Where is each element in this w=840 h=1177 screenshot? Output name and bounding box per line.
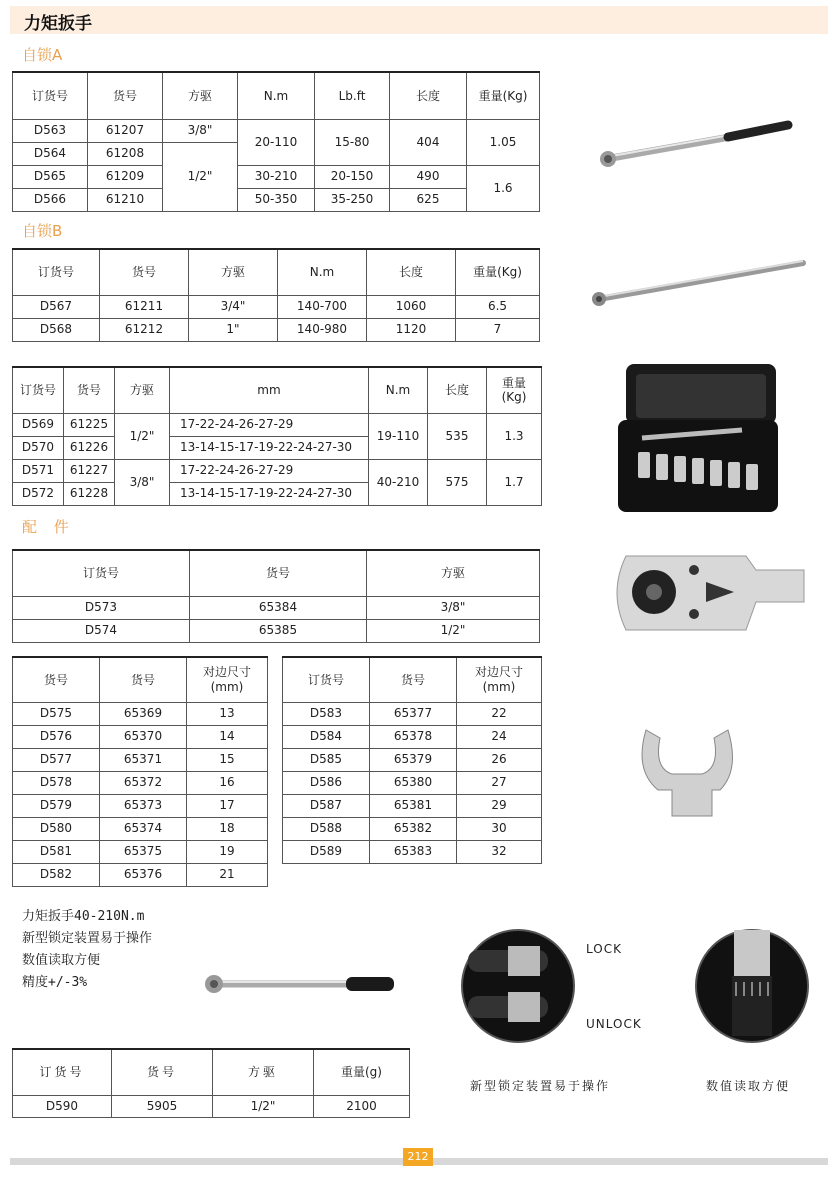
section-a-heading: 自锁A bbox=[22, 46, 63, 64]
header-cell: 重量(Kg) bbox=[467, 72, 540, 119]
cell: 14 bbox=[187, 725, 268, 748]
table-row bbox=[13, 596, 540, 619]
table-f bbox=[282, 656, 542, 864]
cell: 61228 bbox=[64, 482, 115, 505]
cell: D565 bbox=[13, 165, 88, 188]
cell: 30-210 bbox=[238, 165, 315, 188]
header-cell: mm bbox=[170, 367, 369, 413]
table-row bbox=[13, 188, 540, 211]
cell: 30 bbox=[457, 817, 542, 840]
cell: 61207 bbox=[88, 119, 163, 142]
header-cell: 货号 bbox=[13, 657, 100, 702]
cell: 3/8" bbox=[163, 119, 238, 142]
cell: 61211 bbox=[100, 295, 189, 318]
table-row bbox=[13, 459, 542, 482]
table-b bbox=[12, 248, 540, 342]
cell: 1120 bbox=[367, 318, 456, 341]
header-cell: 订货号 bbox=[13, 72, 88, 119]
header-cell: 方驱 bbox=[367, 550, 540, 596]
note-line: 数值读取方便 bbox=[22, 953, 101, 968]
header-line: (mm) bbox=[210, 679, 244, 694]
cell: 1060 bbox=[367, 295, 456, 318]
cell: 65377 bbox=[370, 702, 457, 725]
cell: 17-22-24-26-27-29 bbox=[170, 459, 369, 482]
cell: 1.05 bbox=[467, 119, 540, 165]
tool-case-image bbox=[612, 360, 782, 518]
cell: 6.5 bbox=[456, 295, 540, 318]
cell: 65380 bbox=[370, 771, 457, 794]
cell: 16 bbox=[187, 771, 268, 794]
cell: 19 bbox=[187, 840, 268, 863]
title-bar bbox=[10, 6, 828, 34]
cell: 140-700 bbox=[278, 295, 367, 318]
note-line: 新型锁定装置易于操作 bbox=[22, 931, 153, 946]
ratchet-head-image bbox=[606, 540, 812, 646]
cell: 19-110 bbox=[369, 413, 428, 459]
header-cell: 长度 bbox=[428, 367, 487, 413]
cell: 65374 bbox=[100, 817, 187, 840]
cell: 1/2" bbox=[367, 619, 540, 642]
cell: 61209 bbox=[88, 165, 163, 188]
table-d bbox=[12, 549, 540, 643]
cell: 13-14-15-17-19-22-24-27-30 bbox=[170, 436, 369, 459]
cell: 61225 bbox=[64, 413, 115, 436]
readout-caption: 数值读取方便 bbox=[706, 1079, 791, 1093]
cell: D577 bbox=[13, 748, 100, 771]
header-cell: 方驱 bbox=[213, 1049, 314, 1095]
cell: 65376 bbox=[100, 863, 187, 886]
header-line: 对边尺寸 bbox=[202, 665, 251, 680]
table-row bbox=[283, 794, 542, 817]
table-row bbox=[13, 119, 540, 142]
cell: 27 bbox=[457, 771, 542, 794]
cell: D581 bbox=[13, 840, 100, 863]
cell: D569 bbox=[13, 413, 64, 436]
table-e bbox=[12, 656, 268, 887]
header-cell: 货号 bbox=[64, 367, 115, 413]
cell: 1/2" bbox=[213, 1095, 314, 1117]
cell: 3/8" bbox=[115, 459, 170, 505]
cell: 65375 bbox=[100, 840, 187, 863]
cell: 65385 bbox=[190, 619, 367, 642]
header-cell: Lb.ft bbox=[315, 72, 390, 119]
table-row bbox=[283, 771, 542, 794]
header-cell: N.m bbox=[278, 249, 367, 295]
table-row bbox=[283, 702, 542, 725]
accessories-heading: 配 件 bbox=[22, 518, 75, 536]
table-row bbox=[13, 413, 542, 436]
cell: 2100 bbox=[314, 1095, 410, 1117]
cell: 15-80 bbox=[315, 119, 390, 165]
cell: D566 bbox=[13, 188, 88, 211]
cell: D588 bbox=[283, 817, 370, 840]
header-cell: 订货号 bbox=[13, 249, 100, 295]
cell: 26 bbox=[457, 748, 542, 771]
cell: D570 bbox=[13, 436, 64, 459]
header-cell bbox=[457, 657, 542, 702]
cell: 7 bbox=[456, 318, 540, 341]
cell: 65381 bbox=[370, 794, 457, 817]
cell: 22 bbox=[457, 702, 542, 725]
table-row bbox=[13, 295, 540, 318]
table-row bbox=[283, 817, 542, 840]
cell: 65384 bbox=[190, 596, 367, 619]
cell: 1/2" bbox=[163, 142, 238, 211]
cell: D563 bbox=[13, 119, 88, 142]
header-cell: 方驱 bbox=[115, 367, 170, 413]
cell: 29 bbox=[457, 794, 542, 817]
table-row bbox=[13, 771, 268, 794]
cell: D574 bbox=[13, 619, 190, 642]
header-cell: 货号 bbox=[100, 657, 187, 702]
cell: 61226 bbox=[64, 436, 115, 459]
cell: 61212 bbox=[100, 318, 189, 341]
header-line: (Kg) bbox=[501, 390, 527, 405]
unlock-label: UNLOCK bbox=[586, 1017, 642, 1031]
cell: D567 bbox=[13, 295, 100, 318]
cell: 18 bbox=[187, 817, 268, 840]
cell: 32 bbox=[457, 840, 542, 863]
cell: 490 bbox=[390, 165, 467, 188]
header-line: (mm) bbox=[482, 679, 516, 694]
cell: D573 bbox=[13, 596, 190, 619]
table-row bbox=[283, 725, 542, 748]
small-torque-wrench-image bbox=[200, 966, 400, 1002]
table-row bbox=[13, 794, 268, 817]
cell: 65371 bbox=[100, 748, 187, 771]
header-cell: 方驱 bbox=[189, 249, 278, 295]
table-row bbox=[13, 1095, 410, 1117]
cell: 140-980 bbox=[278, 318, 367, 341]
table-row bbox=[13, 817, 268, 840]
lock-caption: 新型锁定装置易于操作 bbox=[470, 1079, 611, 1093]
cell: D580 bbox=[13, 817, 100, 840]
header-cell: 订货号 bbox=[283, 657, 370, 702]
table-row bbox=[13, 318, 540, 341]
cell: 65370 bbox=[100, 725, 187, 748]
cell: 1" bbox=[189, 318, 278, 341]
cell: D589 bbox=[283, 840, 370, 863]
header-cell: 重量(Kg) bbox=[456, 249, 540, 295]
cell: D564 bbox=[13, 142, 88, 165]
cell: 65373 bbox=[100, 794, 187, 817]
cell: 65369 bbox=[100, 702, 187, 725]
header-cell: 订货号 bbox=[13, 367, 64, 413]
header-cell: 货号 bbox=[112, 1049, 213, 1095]
header-line: 对边尺寸 bbox=[474, 665, 523, 680]
cell: 35-250 bbox=[315, 188, 390, 211]
header-cell: 方驱 bbox=[163, 72, 238, 119]
cell: 1.3 bbox=[487, 413, 542, 459]
cell: 13-14-15-17-19-22-24-27-30 bbox=[170, 482, 369, 505]
cell: 1/2" bbox=[115, 413, 170, 459]
header-cell: 重量(g) bbox=[314, 1049, 410, 1095]
note-line: 力矩扳手40-210N.m bbox=[22, 909, 145, 924]
table-a bbox=[12, 71, 540, 212]
cell: D590 bbox=[13, 1095, 112, 1117]
open-end-insert-image bbox=[632, 720, 742, 832]
cell: 625 bbox=[390, 188, 467, 211]
torque-wrench-image bbox=[590, 115, 800, 175]
cell: 65382 bbox=[370, 817, 457, 840]
cell: D576 bbox=[13, 725, 100, 748]
cell: 40-210 bbox=[369, 459, 428, 505]
cell: 17 bbox=[187, 794, 268, 817]
cell: 65383 bbox=[370, 840, 457, 863]
cell: 21 bbox=[187, 863, 268, 886]
cell: 15 bbox=[187, 748, 268, 771]
cell: 3/4" bbox=[189, 295, 278, 318]
page-title: 力矩扳手 bbox=[24, 14, 92, 34]
cell: 1.6 bbox=[467, 165, 540, 211]
cell: D585 bbox=[283, 748, 370, 771]
cell: 17-22-24-26-27-29 bbox=[170, 413, 369, 436]
header-cell: 长度 bbox=[390, 72, 467, 119]
cell: 575 bbox=[428, 459, 487, 505]
header-cell: 货号 bbox=[88, 72, 163, 119]
header-cell: 货号 bbox=[100, 249, 189, 295]
header-cell: 订货号 bbox=[13, 1049, 112, 1095]
header-cell bbox=[187, 657, 268, 702]
table-row bbox=[283, 840, 542, 863]
cell: D572 bbox=[13, 482, 64, 505]
cell: 65379 bbox=[370, 748, 457, 771]
table-row bbox=[13, 165, 540, 188]
table-c bbox=[12, 366, 542, 506]
header-cell: 货号 bbox=[370, 657, 457, 702]
readout-detail-image bbox=[692, 926, 812, 1046]
header-cell: N.m bbox=[238, 72, 315, 119]
cell: D584 bbox=[283, 725, 370, 748]
table-row bbox=[13, 725, 268, 748]
header-line: 重量 bbox=[501, 375, 526, 390]
product-notes bbox=[22, 906, 152, 994]
cell: 61227 bbox=[64, 459, 115, 482]
header-cell bbox=[487, 367, 542, 413]
cell: D586 bbox=[283, 771, 370, 794]
table-row bbox=[13, 863, 268, 886]
table-row bbox=[13, 748, 268, 771]
table-g bbox=[12, 1048, 410, 1118]
cell: 65372 bbox=[100, 771, 187, 794]
table-row bbox=[283, 748, 542, 771]
cell: D578 bbox=[13, 771, 100, 794]
page-number: 212 bbox=[403, 1148, 433, 1166]
cell: D583 bbox=[283, 702, 370, 725]
cell: D579 bbox=[13, 794, 100, 817]
header-cell: 货号 bbox=[190, 550, 367, 596]
cell: 24 bbox=[457, 725, 542, 748]
header-cell: 订货号 bbox=[13, 550, 190, 596]
lock-label: LOCK bbox=[586, 942, 622, 956]
table-row bbox=[13, 840, 268, 863]
cell: 5905 bbox=[112, 1095, 213, 1117]
cell: D571 bbox=[13, 459, 64, 482]
lock-detail-image bbox=[458, 926, 578, 1046]
cell: D568 bbox=[13, 318, 100, 341]
cell: 61210 bbox=[88, 188, 163, 211]
cell: 1.7 bbox=[487, 459, 542, 505]
cell: 404 bbox=[390, 119, 467, 165]
cell: 61208 bbox=[88, 142, 163, 165]
table-row bbox=[13, 619, 540, 642]
header-cell: 长度 bbox=[367, 249, 456, 295]
cell: D582 bbox=[13, 863, 100, 886]
table-row bbox=[13, 702, 268, 725]
cell: 20-150 bbox=[315, 165, 390, 188]
cell: 13 bbox=[187, 702, 268, 725]
note-line: 精度+/-3% bbox=[22, 975, 88, 990]
long-torque-wrench-image bbox=[585, 255, 810, 315]
section-b-heading: 自锁B bbox=[22, 222, 63, 240]
cell: 535 bbox=[428, 413, 487, 459]
cell: D587 bbox=[283, 794, 370, 817]
cell: 65378 bbox=[370, 725, 457, 748]
cell: 20-110 bbox=[238, 119, 315, 165]
cell: 50-350 bbox=[238, 188, 315, 211]
header-cell: N.m bbox=[369, 367, 428, 413]
cell: 3/8" bbox=[367, 596, 540, 619]
cell: D575 bbox=[13, 702, 100, 725]
